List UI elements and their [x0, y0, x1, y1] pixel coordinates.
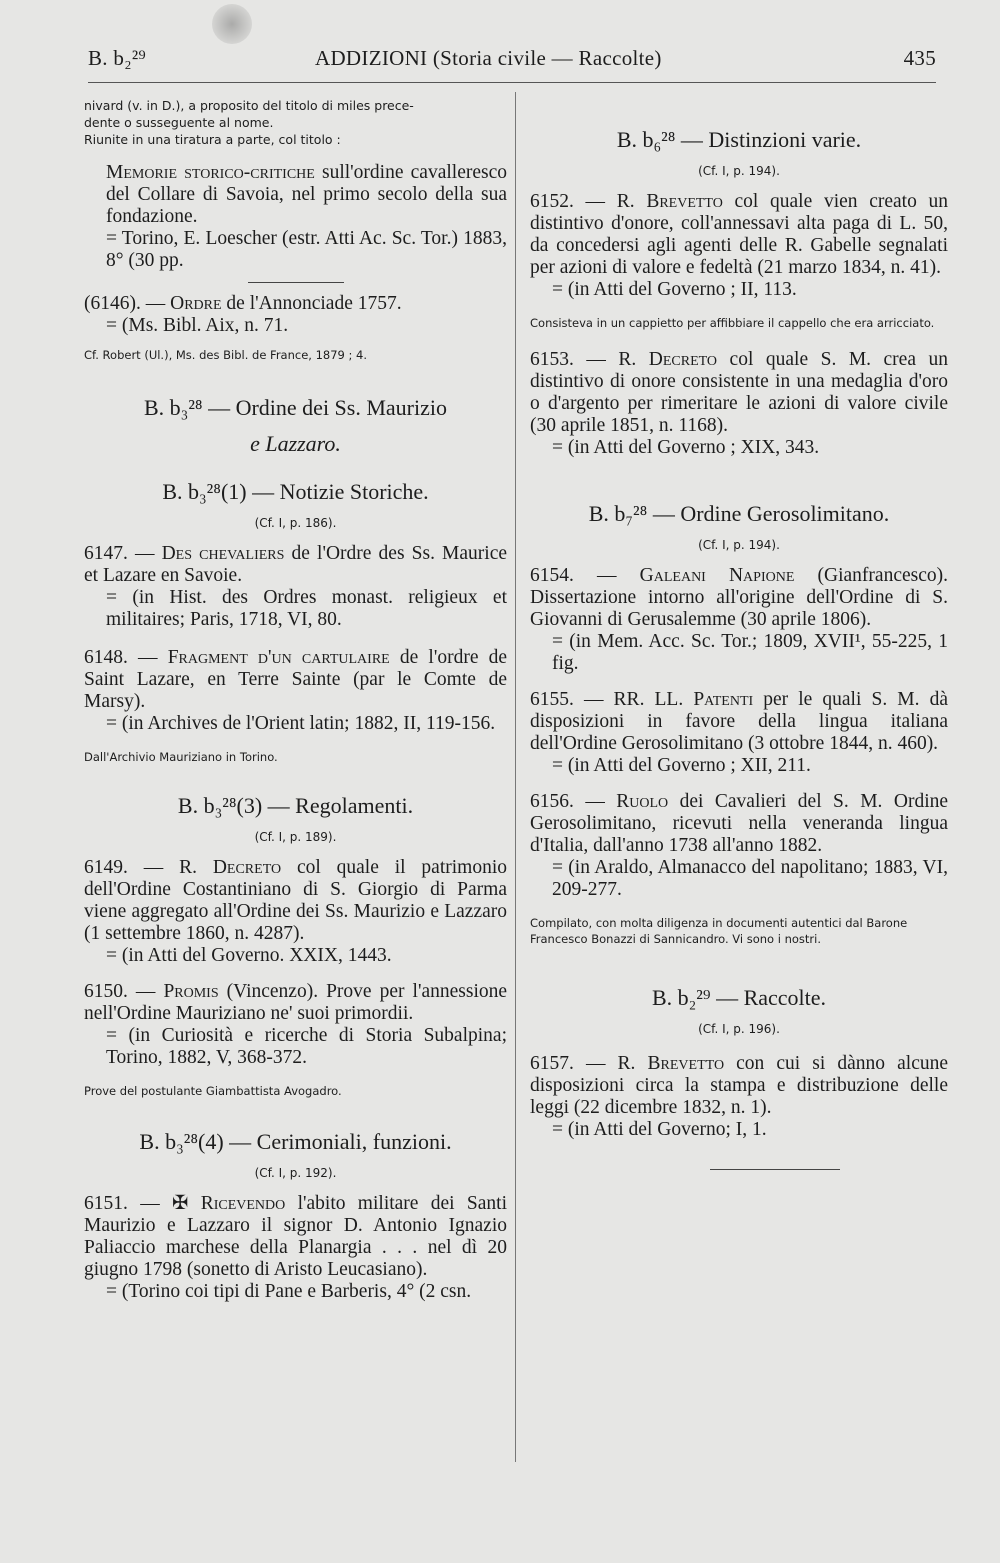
intro-line: Riunite in una tiratura a parte, col titolo :	[84, 132, 341, 147]
entry-6152	[530, 191, 948, 301]
section-heading	[84, 393, 507, 423]
cross-reference: (Cf. I, p. 192).	[254, 1166, 337, 1180]
entry-note: Prove del postulante Giambattista Avogadro.	[84, 1084, 342, 1098]
section-heading: B. b₆²⁸ — Distinzioni varie.	[616, 127, 862, 152]
entry-lead: Ruolo	[616, 791, 669, 812]
entry-number: 6155. — RR. LL.	[530, 689, 684, 710]
section-heading: B. b₃²⁸(1) — Notizie Storiche.	[162, 479, 429, 504]
entry-memorie	[84, 162, 507, 272]
entry-6155	[530, 689, 948, 777]
entry-lead: Ordre	[170, 293, 222, 314]
intro-line: dente o susseguente al nome.	[84, 115, 274, 130]
entry-number: 6147. —	[84, 543, 155, 564]
page-number: 435	[903, 46, 936, 70]
entry-lead: Ricevendo	[200, 1193, 286, 1214]
intro-line: nivard (v. in D.), a proposito del titolo di miles prece-	[84, 98, 414, 113]
entry-lead: Galeani Napione	[639, 565, 795, 586]
entry-pub: = (in Atti del Governo ; XIX, 343.	[552, 437, 820, 458]
ink-stain	[212, 4, 252, 44]
section-heading: B. b₂²⁹ — Raccolte.	[651, 985, 827, 1010]
entry-text: con cui si dànno alcune disposizioni circa la stampa e distribuzione delle leggi (22 dicembre 1832, n. 1).	[530, 1053, 949, 1118]
cross-reference: (Cf. I, p. 194).	[698, 164, 780, 178]
left-column	[84, 97, 507, 1303]
entry-text: l'abito militare dei Santi Maurizio e Lazzaro il signor D. Antonio Ignazio Paliaccio marchese della Planargia . . . nel dì 20 giugno 1798 (sonetto di Aristo Leucasiano).	[84, 1193, 507, 1280]
entry-text: de l'Ordre des Ss. Maurice et Lazare en Savoie.	[84, 543, 508, 586]
entry-text: col quale vien creato un distintivo d'onore, coll'annessavi alta paga di L. 50, da concedersi agli agenti delle R. Gabelle segnalati per azioni di valore e fedeltà (21 marzo 1834, n. 41).	[530, 191, 949, 278]
entry-text: dei Cavalieri del S. M. Ordine Gerosolimitano, ricevuti nella veneranda lingua d'Italia, dall'anno 1738 all'anno 1882.	[530, 791, 949, 856]
entry-lead: Des chevaliers	[161, 543, 285, 564]
entry-pub: = Torino, E. Loescher (estr. Atti Ac. Sc. Tor.) 1883, 8° (30 pp.	[106, 228, 507, 271]
entry-pub: = (in Atti del Governo; I, 1.	[552, 1119, 767, 1140]
cross-reference: (Cf. I, p. 186).	[254, 516, 337, 530]
entry-number: 6148. —	[84, 647, 158, 668]
intro-text	[84, 97, 507, 148]
entry-number: 6151. — ✠	[84, 1193, 189, 1214]
entry-pub: = (in Atti del Governo ; XII, 211.	[552, 755, 811, 776]
running-header	[88, 46, 936, 78]
entry-6150	[84, 981, 507, 1069]
header-rule	[88, 82, 936, 83]
entry-6148	[84, 647, 507, 735]
entry-lead: Brevetto	[646, 191, 723, 212]
entry-lead: Decreto	[212, 857, 282, 878]
entry-number: 6156. —	[530, 791, 605, 812]
section-heading: B. b₇²⁸ — Ordine Gerosolimitano.	[588, 501, 890, 526]
short-rule	[248, 282, 344, 283]
entry-6147	[84, 543, 507, 631]
entry-text: col quale il patrimonio dell'Ordine Costantiniano di S. Giorgio di Parma viene aggregato all'Ordine dei Ss. Maurizio e Lazzaro (1 settembre 1860, n. 4287).	[84, 857, 507, 944]
entry-6156	[530, 791, 948, 901]
right-column	[530, 97, 948, 1170]
entry-pub: = (in Araldo, Almanacco del napolitano; 1883, VI, 209-277.	[552, 857, 948, 900]
entry-text: sull'ordine cavalleresco del Collare di Savoia, nel primo secolo della sua fondazione.	[106, 162, 507, 227]
entry-pub: = (in Atti del Governo ; II, 113.	[552, 279, 797, 300]
entry-text: de l'Annonciade 1757.	[221, 293, 402, 314]
entry-number: (6146). —	[84, 293, 166, 314]
section-heading: B. b₃²⁸(4) — Cerimoniali, funzioni.	[139, 1129, 452, 1154]
cross-reference: (Cf. I, p. 194).	[698, 538, 780, 552]
entry-number: 6149. — R.	[84, 857, 197, 878]
entry-pub: = (in Archives de l'Orient latin; 1882, II, 119-156.	[106, 713, 496, 734]
entry-text: (Vincenzo). Prove per l'annessione nell'Ordine Mauriziano ne' suoi primordii.	[84, 981, 508, 1024]
entry-lead: Brevetto	[647, 1053, 725, 1074]
entry-lead: Decreto	[648, 349, 718, 370]
entry-text: per le quali S. M. dà disposizioni in favore della lingua italiana dell'Ordine Gerosolimitano (3 ottobre 1844, n. 460).	[530, 689, 948, 754]
entry-number: 6157. — R.	[530, 1053, 636, 1074]
entry-6154	[530, 565, 948, 675]
entry-lead: Fragment d'un cartulaire	[167, 647, 390, 668]
section-heading: B. b₃²⁸(3) — Regolamenti.	[177, 793, 414, 818]
section-heading-text: B. b₃²⁸ — Ordine dei Ss. Maurizio	[143, 395, 447, 420]
cross-reference: (Cf. I, p. 189).	[254, 830, 337, 844]
entry-pub: = (Torino coi tipi di Pane e Barberis, 4° (2 csn.	[106, 1281, 472, 1302]
entry-text: col quale S. M. crea un distintivo di onore consistente in una medaglia d'oro o d'argento per rimeritare le azioni di valore civile (30 aprile 1851, n. 1168).	[530, 349, 948, 436]
header-section-code: B. b₂²⁹	[88, 46, 147, 70]
entry-6151	[84, 1193, 507, 1303]
entry-pub: = (in Atti del Governo. XXIX, 1443.	[106, 945, 392, 966]
entry-pub: = (Ms. Bibl. Aix, n. 71.	[106, 315, 289, 336]
header-title: ADDIZIONI (Storia civile — Raccolte)	[315, 46, 662, 70]
entry-lead: Patenti	[693, 689, 754, 710]
entry-number: 6154. —	[530, 565, 617, 586]
entry-lead: Memorie storico-critiche	[106, 162, 315, 183]
cross-reference: (Cf. I, p. 196).	[698, 1022, 780, 1036]
entry-note: Dall'Archivio Mauriziano in Torino.	[84, 750, 278, 764]
entry-text: (Gianfrancesco). Dissertazione intorno all'origine dell'Ordine di S. Giovanni di Gerusalemme (30 aprile 1806).	[530, 565, 948, 630]
entry-6153	[530, 349, 948, 459]
entry-6157	[530, 1053, 948, 1141]
entry-pub: = (in Curiosità e ricerche di Storia Subalpina; Torino, 1882, V, 368-372.	[106, 1025, 507, 1068]
entry-number: 6152. — R.	[530, 191, 635, 212]
column-divider	[515, 92, 516, 1462]
entry-number: 6153. — R.	[530, 349, 637, 370]
entry-text: de l'ordre de Saint Lazare, en Terre Sainte (par le Comte de Marsy).	[84, 647, 508, 712]
entry-6149	[84, 857, 507, 967]
entry-note: Compilato, con molta diligenza in documenti autentici dal Barone Francesco Bonazzi di Sannicandro. Vi sono i nostri.	[530, 916, 908, 946]
entry-note: Cf. Robert (Ul.), Ms. des Bibl. de France, 1879 ; 4.	[84, 348, 368, 362]
section-heading-cont: e Lazzaro.	[250, 431, 341, 456]
entry-pub: = (in Hist. des Ordres monast. religieux et militaires; Paris, 1718, VI, 80.	[106, 587, 507, 630]
entry-number: 6150. —	[84, 981, 156, 1002]
end-rule	[710, 1169, 840, 1170]
entry-pub: = (in Mem. Acc. Sc. Tor.; 1809, XVII¹, 55-225, 1 fig.	[552, 631, 948, 674]
entry-lead: Promis	[163, 981, 219, 1002]
entry-6146	[84, 293, 507, 337]
entry-note: Consisteva in un cappietto per affibbiare il cappello che era arricciato.	[530, 316, 935, 330]
